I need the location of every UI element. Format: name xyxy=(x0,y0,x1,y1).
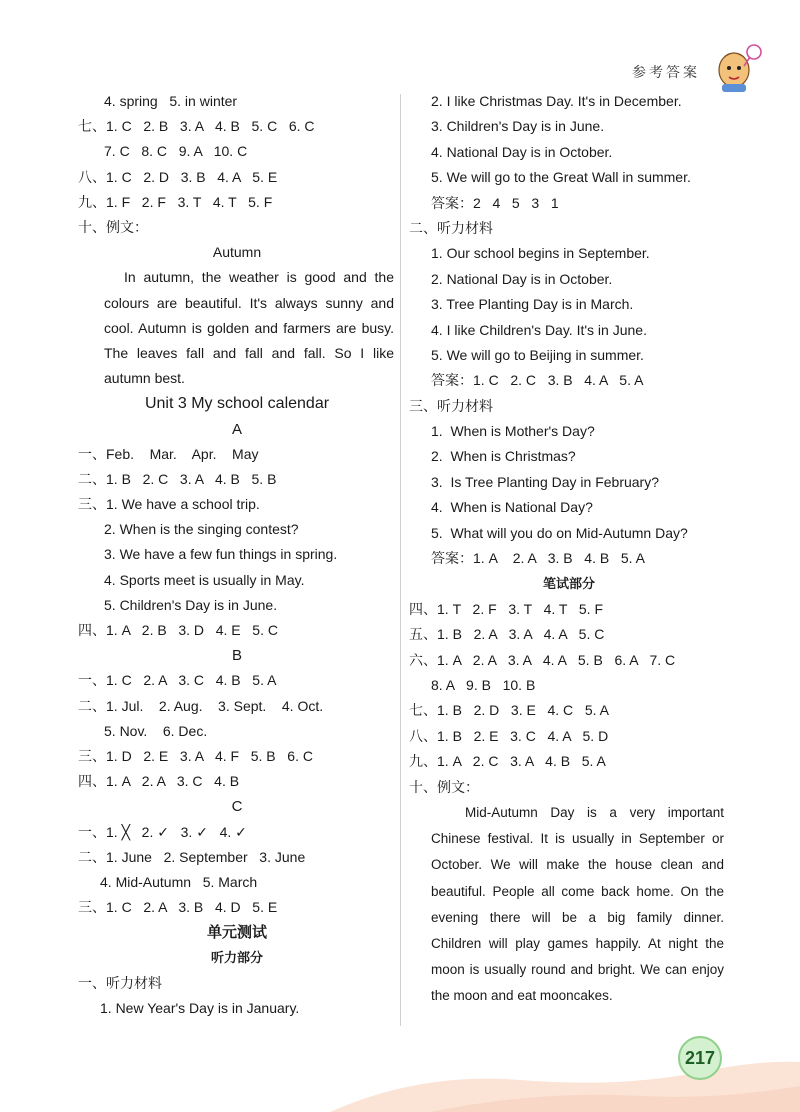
right-line-6: 二、听力材料 xyxy=(409,219,493,236)
right-line-25: 七、1. B 2. D 3. E 4. C 5. A xyxy=(409,702,609,719)
listening-part-heading: 听力部分 xyxy=(210,950,263,966)
right-line-10: 4. I like Children's Day. It's in June. xyxy=(431,321,647,338)
left-line-3: 7. C 8. C 9. A 10. C xyxy=(104,143,248,160)
section-letter-a: A xyxy=(231,420,242,438)
right-line-19: 答案：1. A 2. A 3. B 4. B 5. A xyxy=(431,550,645,567)
left-line-33: 1. New Year's Day is in January. xyxy=(100,999,300,1016)
essay-paragraph-mid-autumn: Mid-Autumn Day is a very important Chinese festival. It is usually in September or October. We will make the house clean and beautiful. People all come back home. On the evening there will be a big family dinner. Children will play games happily. At night the moon is usually round and bright. We can enjoy the moon and eat mooncakes. xyxy=(431,804,724,1004)
right-line-13: 三、听力材料 xyxy=(409,397,493,414)
left-line-29: 三、1. C 2. A 3. B 4. D 5. E xyxy=(78,899,278,916)
left-line-24: 四、1. A 2. A 3. C 4. B xyxy=(78,773,240,790)
left-line-1: 4. spring 5. in winter xyxy=(104,93,238,109)
right-line-21: 四、1. T 2. F 3. T 4. T 5. F xyxy=(409,600,603,617)
right-line-27: 九、1. A 2. C 3. A 4. B 5. A xyxy=(409,753,606,770)
right-line-9: 3. Tree Planting Day is in March. xyxy=(431,296,634,313)
right-line-8: 2. National Day is in October. xyxy=(431,270,613,287)
left-line-14: 2. When is the singing contest? xyxy=(104,521,299,538)
header-title: 参考答案 xyxy=(632,65,700,81)
essay-title-autumn: Autumn xyxy=(212,244,262,261)
left-line-11: 一、Feb. Mar. Apr. May xyxy=(78,445,259,462)
right-line-2: 3. Children's Day is in June. xyxy=(431,118,605,135)
right-line-3: 4. National Day is in October. xyxy=(431,143,613,160)
left-line-12: 二、1. B 2. C 3. A 4. B 5. B xyxy=(78,470,277,487)
left-line-27: 二、1. June 2. September 3. June xyxy=(78,848,306,865)
right-line-1: 2. I like Christmas Day. It's in December. xyxy=(431,93,682,109)
left-line-20: 一、1. C 2. A 3. C 4. B 5. A xyxy=(78,672,277,689)
left-line-6: 十、例文： xyxy=(78,218,148,235)
left-line-28: 4. Mid-Autumn 5. March xyxy=(100,873,258,890)
left-column xyxy=(78,89,396,1021)
right-line-12: 答案：1. C 2. C 3. B 4. A 5. A xyxy=(431,372,644,389)
unit-title: Unit 3 My school calendar xyxy=(144,395,330,413)
left-line-2: 七、1. C 2. B 3. A 4. B 5. C 6. C xyxy=(78,118,315,135)
right-line-4: 5. We will go to the Great Wall in summer. xyxy=(431,169,691,186)
left-line-23: 三、1. D 2. E 3. A 4. F 5. B 6. C xyxy=(78,747,313,764)
left-line-13: 三、1. We have a school trip. xyxy=(78,496,260,513)
right-line-23: 六、1. A 2. A 3. A 4. A 5. B 6. A 7. C xyxy=(409,651,676,668)
right-line-14: 1. When is Mother's Day? xyxy=(431,423,595,440)
right-line-7: 1. Our school begins in September. xyxy=(431,245,650,262)
right-line-24: 8. A 9. B 10. B xyxy=(431,676,536,693)
left-line-15: 3. We have a few fun things in spring. xyxy=(104,546,338,563)
section-letter-b: B xyxy=(231,647,242,665)
right-line-28: 十、例文： xyxy=(409,778,479,795)
left-line-26: 一、1. ╳ 2. ✓ 3. ✓ 4. ✓ xyxy=(78,823,247,840)
page-number: 217 xyxy=(684,1047,716,1068)
left-line-18: 四、1. A 2. B 3. D 4. E 5. C xyxy=(78,622,278,639)
mascot-illustration xyxy=(708,40,764,94)
right-line-22: 五、1. B 2. A 3. A 4. A 5. C xyxy=(409,626,605,643)
left-line-16: 4. Sports meet is usually in May. xyxy=(104,571,305,588)
left-line-17: 5. Children's Day is in June. xyxy=(104,596,278,613)
written-part-heading: 笔试部分 xyxy=(542,576,595,592)
column-divider xyxy=(400,94,401,1026)
right-line-17: 4. When is National Day? xyxy=(431,499,593,516)
left-line-4: 八、1. C 2. D 3. B 4. A 5. E xyxy=(78,168,278,185)
left-line-22: 5. Nov. 6. Dec. xyxy=(104,722,208,739)
right-column xyxy=(409,89,729,1010)
right-line-26: 八、1. B 2. E 3. C 4. A 5. D xyxy=(409,727,609,744)
left-line-21: 二、1. Jul. 2. Aug. 3. Sept. 4. Oct. xyxy=(78,697,324,714)
right-line-15: 2. When is Christmas? xyxy=(431,448,576,465)
right-line-18: 5. What will you do on Mid-Autumn Day? xyxy=(431,524,688,541)
unit-test-heading: 单元测试 xyxy=(206,924,267,942)
section-letter-c: C xyxy=(231,798,243,816)
essay-paragraph-autumn: In autumn, the weather is good and the colours are beautiful. It's always sunny and cool. Autumn is golden and farmers are busy. The leaves fall and fall and fall. So I like autumn best. xyxy=(104,269,394,387)
page-number-badge xyxy=(678,1036,722,1080)
right-line-11: 5. We will go to Beijing in summer. xyxy=(431,346,644,363)
left-line-5: 九、1. F 2. F 3. T 4. T 5. F xyxy=(78,193,273,210)
right-line-16: 3. Is Tree Planting Day in February? xyxy=(431,473,659,490)
left-line-32: 一、听力材料 xyxy=(78,974,162,991)
right-line-5: 答案：2 4 5 3 1 xyxy=(431,194,559,211)
